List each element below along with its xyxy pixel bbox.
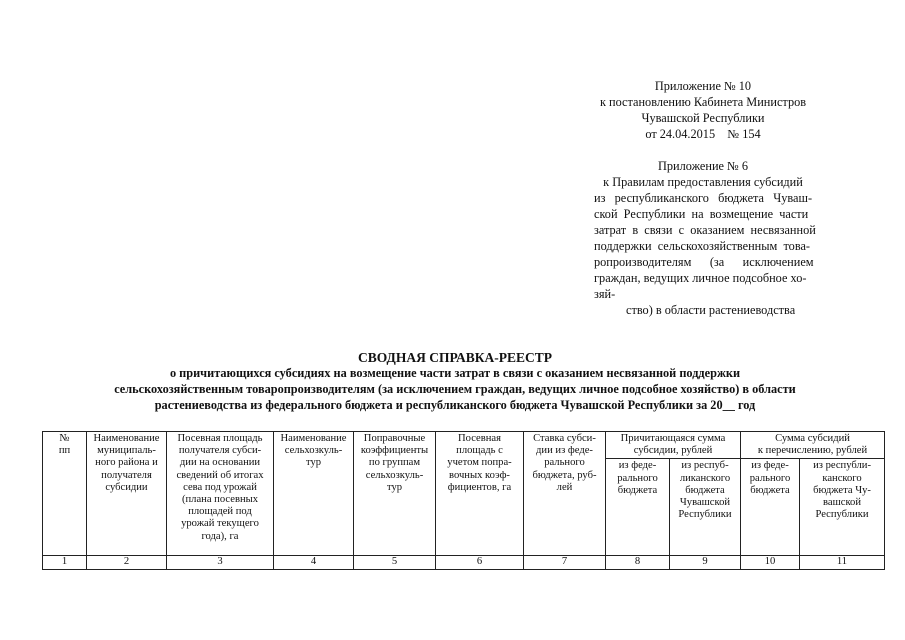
header-transfer-republic: из республи- канского бюджета Чу- вашской Республики bbox=[800, 459, 885, 556]
column-number: 2 bbox=[87, 556, 167, 569]
register-subtitle-line3: растениеводства из федерального бюджета и республиканского бюджета Чувашской Республики за 20__ год bbox=[154, 398, 756, 412]
register-table bbox=[42, 431, 885, 570]
header-subsidy-rate: Ставка субси- дии из феде- рального бюджета, руб- лей bbox=[524, 432, 606, 556]
header-group-transfer-subsidy: Сумма субсидий к перечислению, рублей bbox=[741, 432, 885, 459]
header-sown-area: Посевная площадь получателя субси- дии на основании сведений об итогах сева под урожай (плана посевных площадей под урожай текущего года), га bbox=[167, 432, 274, 556]
appendix6-line2: из республиканского бюджета Чуваш- bbox=[594, 191, 813, 205]
column-number: 4 bbox=[274, 556, 354, 569]
column-number: 9 bbox=[670, 556, 741, 569]
column-number: 8 bbox=[606, 556, 670, 569]
appendix6-line6: ропроизводителям (за исключением bbox=[594, 255, 814, 269]
appendix6-line8: зяй- bbox=[594, 287, 616, 301]
column-number: 5 bbox=[354, 556, 436, 569]
column-number: 3 bbox=[167, 556, 274, 569]
header-group-due-subsidy: Причитающаяся сумма субсидии, рублей bbox=[606, 432, 741, 459]
appendix6-line3: ской Республики на возмещение части bbox=[594, 207, 809, 221]
register-subtitle-line1: о причитающихся субсидиях на возмещение части затрат в связи с оказанием несвязанной поддержки bbox=[169, 366, 741, 380]
header-adjusted-area: Посевная площадь с учетом попра- вочных коэф- фициентов, га bbox=[436, 432, 524, 556]
header-correction-coefficients: Поправочные коэффициенты по группам сельхозкуль- тур bbox=[354, 432, 436, 556]
column-number: 7 bbox=[524, 556, 606, 569]
appendix6-line7: граждан, ведущих личное подсобное хо- bbox=[594, 271, 807, 285]
column-number: 10 bbox=[741, 556, 800, 569]
appendix6-line4: затрат в связи с оказанием несвязанной bbox=[594, 223, 816, 237]
register-subtitle-line2: сельскохозяйственным товаропроизводителям (за исключением граждан, ведущих личное подсобное хозяйство) в области bbox=[114, 382, 796, 396]
header-due-federal: из феде- рального бюджета bbox=[606, 459, 670, 556]
appendix10-date-line: от 24.04.2015 № 154 bbox=[645, 127, 761, 141]
appendix6-line9: ство) в области растениеводства bbox=[626, 303, 796, 317]
appendix6-line5: поддержки сельскохозяйственным това- bbox=[594, 239, 811, 253]
appendix10-republic-line: Чувашской Республики bbox=[641, 111, 765, 125]
appendix6-line1: к Правилам предоставления субсидий bbox=[603, 175, 803, 189]
appendix10-title: Приложение № 10 bbox=[654, 79, 752, 93]
column-number: 11 bbox=[800, 556, 885, 569]
header-transfer-federal: из феде- рального бюджета bbox=[741, 459, 800, 556]
appendix6-title: Приложение № 6 bbox=[657, 159, 749, 173]
header-number: № пп bbox=[43, 432, 87, 556]
header-crop-name: Наименование сельхозкуль- тур bbox=[274, 432, 354, 556]
column-number: 6 bbox=[436, 556, 524, 569]
register-title: СВОДНАЯ СПРАВКА-РЕЕСТР bbox=[357, 350, 553, 365]
appendix10-decree-line: к постановлению Кабинета Министров bbox=[599, 95, 807, 109]
header-recipient: Наименование муниципаль- ного района и получателя субсидии bbox=[87, 432, 167, 556]
column-number: 1 bbox=[43, 556, 87, 569]
header-due-republic: из респуб- ликанского бюджета Чувашской Республики bbox=[670, 459, 741, 556]
